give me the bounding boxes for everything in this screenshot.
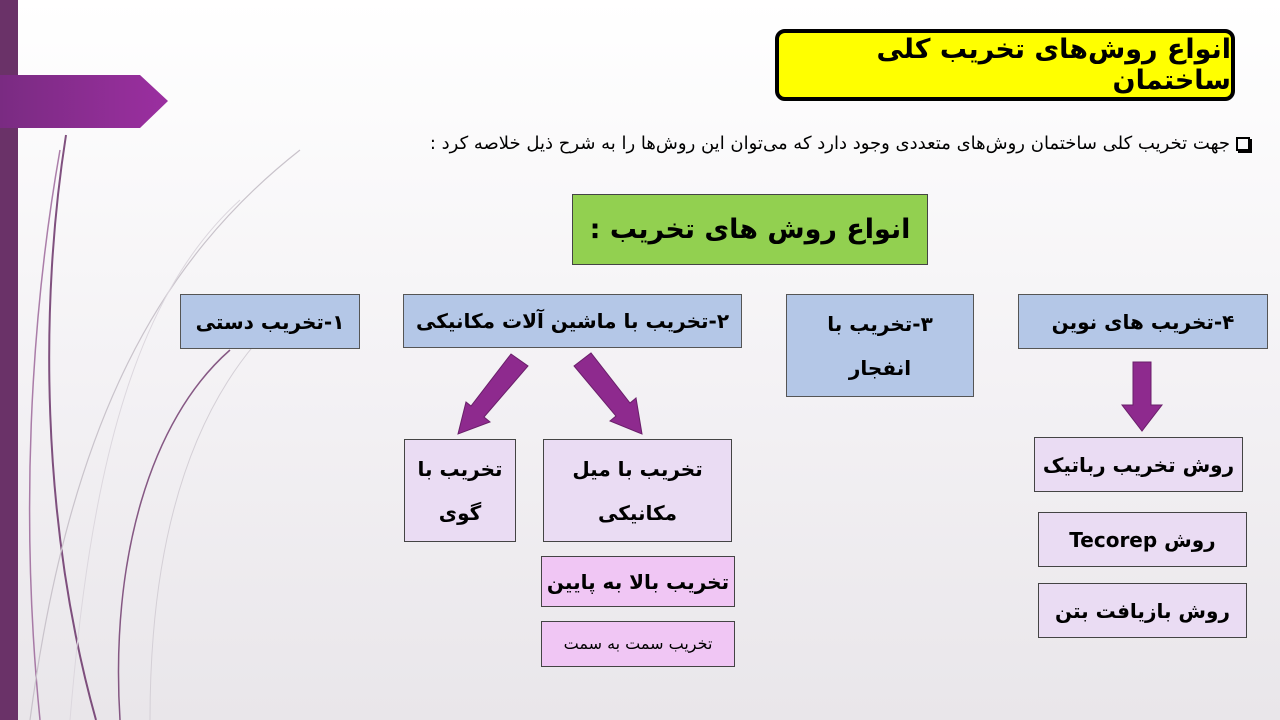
method-wrecking-ball: [404, 439, 516, 542]
method-mechanical-boom-line2: مکانیکی: [597, 500, 678, 525]
down-arrow-icon: [458, 354, 528, 434]
intro-text: جهت تخریب کلی ساختمان روش‌های متعددی وجود دارد که می‌توان این روش‌ها را به شرح ذیل خلاصه کرد :: [429, 133, 1230, 154]
method-top-down: تخریب بالا به پایین: [541, 556, 735, 607]
category-explosion-line1: ۳-تخریب با: [827, 311, 933, 336]
down-arrow-icon: [1122, 362, 1162, 431]
method-tecorep: روش Tecorep: [1038, 512, 1247, 567]
category-manual: ۱-تخریب دستی: [180, 294, 360, 349]
method-wrecking-ball-line2: گوی: [438, 500, 482, 525]
method-concrete-recycling: روش بازیافت بتن: [1038, 583, 1247, 638]
method-side-to-side: تخریب سمت به سمت: [541, 621, 735, 667]
down-arrow-icon: [574, 353, 642, 434]
types-heading: انواع روش های تخریب :: [572, 194, 928, 265]
decorative-arrow-tab: [0, 75, 168, 128]
method-mechanical-boom-line1: تخریب با میل: [572, 456, 703, 481]
category-modern: ۴-تخریب های نوین: [1018, 294, 1268, 349]
method-wrecking-ball-line1: تخریب با: [417, 456, 503, 481]
method-mechanical-boom: [543, 439, 732, 542]
checkbox-bullet-icon: [1236, 137, 1250, 151]
intro-paragraph: [330, 133, 1250, 154]
method-robotic: روش تخریب رباتیک: [1034, 437, 1243, 492]
category-machinery: ۲-تخریب با ماشین آلات مکانیکی: [403, 294, 742, 348]
slide-title: انواع روش‌های تخریب کلی ساختمان: [775, 29, 1235, 101]
category-explosion: [786, 294, 974, 397]
category-explosion-line2: انفجار: [848, 355, 912, 380]
